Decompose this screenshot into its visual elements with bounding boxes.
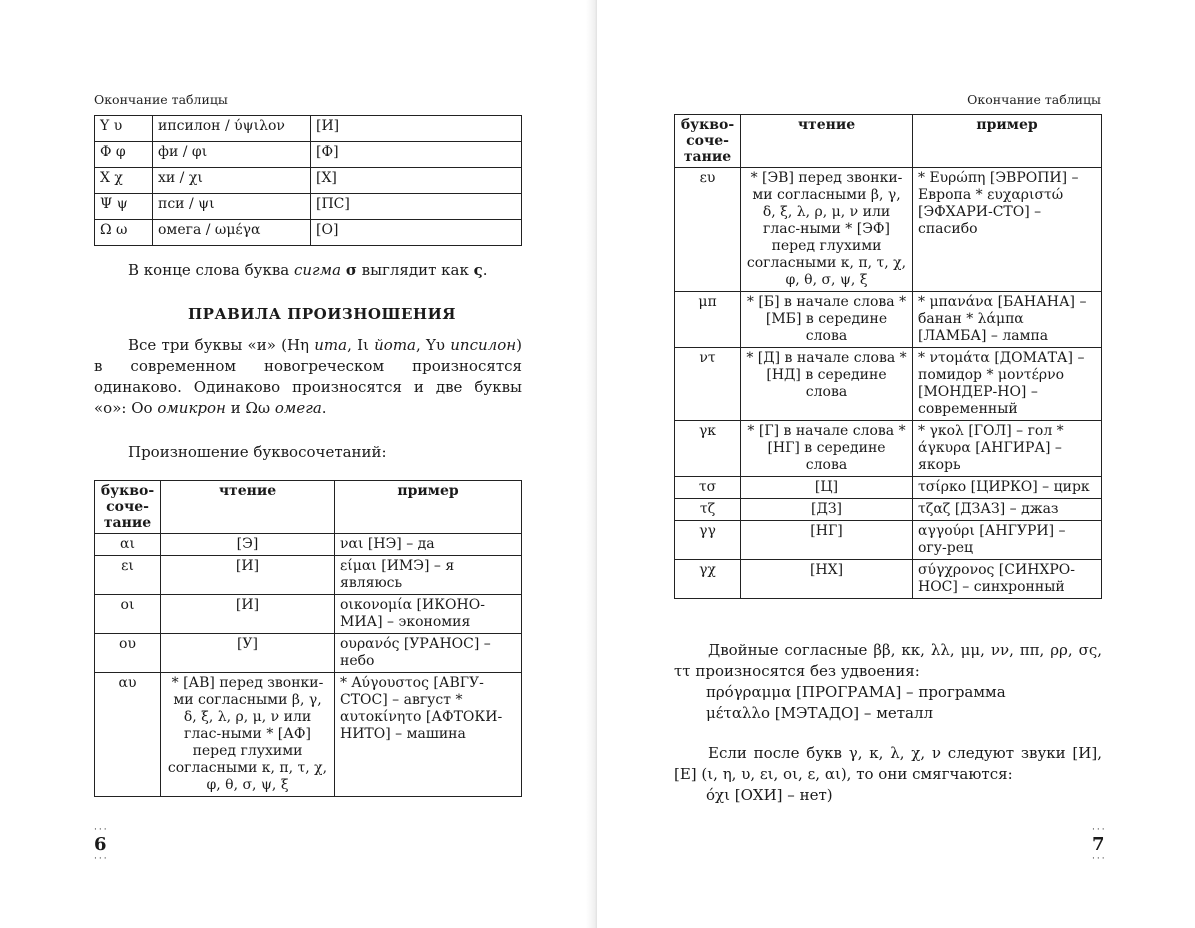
header-example: пример <box>335 481 522 534</box>
rules-paragraph: Все три буквы «и» (Ηη ита, Ιι йота, Υυ ипсилон) в современном новогреческом произносятся одинаково. Одинаково произносятся и две буквы «о»: Οο омикрон и Ωω омега. <box>94 336 522 417</box>
example-cell: τζαζ [ДЗАЗ] – джаз <box>913 499 1102 521</box>
comb-cell: τσ <box>675 477 741 499</box>
comb-cell: γχ <box>675 560 741 599</box>
letter-cell: Χ χ <box>95 168 153 194</box>
sigma-paragraph: В конце слова буква сигма σ выглядит как ς. <box>128 261 488 279</box>
header-comb: букво-соче-тание <box>675 115 741 168</box>
table-row <box>675 421 1102 477</box>
sound-cell: [Х] <box>311 168 522 194</box>
table-row <box>95 634 522 673</box>
header-example: пример <box>913 115 1102 168</box>
sound-cell: [И] <box>311 116 522 142</box>
reading-cell: * [АВ] перед звонки-ми согласными β, γ, δ, ξ, λ, ρ, μ, ν или глас-ными * [АФ] перед глухими согласными κ, π, τ, χ, φ, θ, σ, ψ, ξ <box>161 673 335 797</box>
reading-cell: * [Б] в начале слова * [МБ] в середине слова <box>741 292 913 348</box>
table-row <box>675 348 1102 421</box>
name-cell: омега / ωμέγα <box>153 220 311 246</box>
name-cell: пси / ψι <box>153 194 311 220</box>
reading-cell: [И] <box>161 595 335 634</box>
comb-cell: ει <box>95 556 161 595</box>
header-comb: букво-соче-тание <box>95 481 161 534</box>
reading-cell: * [Д] в начале слова * [НД] в середине слова <box>741 348 913 421</box>
double-consonants-paragraph: Двойные согласные ββ, κκ, λλ, μμ, νν, ππ, ρρ, σς, ττ произносятся без удвоения: <box>674 641 1102 680</box>
example-cell: * γκολ [ГОЛ] – гол * άγκυρα [АНГИРА] – якорь <box>913 421 1102 477</box>
letter-cell: Ψ ψ <box>95 194 153 220</box>
section-heading: ПРАВИЛА ПРОИЗНОШЕНИЯ <box>188 305 456 323</box>
left-page <box>0 0 597 928</box>
page-number-right: ··· 7 ··· <box>1092 825 1107 864</box>
table-row <box>675 499 1102 521</box>
table-row <box>95 534 522 556</box>
comb-cell: ευ <box>675 168 741 292</box>
page-number-left: ··· 6 ··· <box>94 825 109 864</box>
example-cell: σύγχρονος [СИНХРО-НОС] – синхронный <box>913 560 1102 599</box>
table-row <box>675 477 1102 499</box>
table-row <box>95 142 522 168</box>
example-cell: είμαι [ИМЭ] – я являюсь <box>335 556 522 595</box>
reading-cell: [Э] <box>161 534 335 556</box>
example-cell: * Αύγουστος [АВГУ-СТОС] – август * αυτοκίνητο [АФТОКИ-НИТО] – машина <box>335 673 522 797</box>
reading-cell: * [Г] в начале слова * [НГ] в середине слова <box>741 421 913 477</box>
table-row <box>675 560 1102 599</box>
example-cell: ουρανός [УРАНОС] – небо <box>335 634 522 673</box>
comb-cell: ντ <box>675 348 741 421</box>
combinations-table-right <box>674 114 1102 599</box>
header-reading: чтение <box>741 115 913 168</box>
running-head-left: Окончание таблицы <box>94 92 228 107</box>
reading-cell: [ДЗ] <box>741 499 913 521</box>
example-cell: * ντομάτα [ДОМАТА] – помидор * μοντέρνο [МОНДЕР-НО] – современный <box>913 348 1102 421</box>
example-cell: αγγούρι [АНГУРИ] – огу-рец <box>913 521 1102 560</box>
table-row <box>675 292 1102 348</box>
comb-cell: οι <box>95 595 161 634</box>
example-cell: ναι [НЭ] – да <box>335 534 522 556</box>
example-line: μέταλλο [МЭТАДО] – металл <box>706 704 934 722</box>
reading-cell: [У] <box>161 634 335 673</box>
reading-cell: [НГ] <box>741 521 913 560</box>
comb-cell: αυ <box>95 673 161 797</box>
table-row <box>95 673 522 797</box>
name-cell: хи / χι <box>153 168 311 194</box>
header-reading: чтение <box>161 481 335 534</box>
comb-cell: γκ <box>675 421 741 477</box>
alphabet-table <box>94 115 522 246</box>
example-cell: * μπανάνα [БАНАНА] – банан * λάμπα [ЛАМБА] – лампа <box>913 292 1102 348</box>
combinations-intro: Произношение буквосочетаний: <box>128 443 387 461</box>
reading-cell: [Ц] <box>741 477 913 499</box>
example-line: πρόγραμμα [ПРОГРАМА] – программа <box>706 683 1006 701</box>
letter-cell: Υ υ <box>95 116 153 142</box>
comb-cell: τζ <box>675 499 741 521</box>
comb-cell: αι <box>95 534 161 556</box>
combinations-table-left <box>94 480 522 797</box>
example-line: όχι [ОХИ] – нет) <box>706 786 833 804</box>
reading-cell: [НХ] <box>741 560 913 599</box>
example-cell: τσίρκο [ЦИРКО] – цирк <box>913 477 1102 499</box>
table-header-row <box>95 481 522 534</box>
table-header-row <box>675 115 1102 168</box>
table-row <box>675 168 1102 292</box>
reading-cell: [И] <box>161 556 335 595</box>
table-row <box>95 595 522 634</box>
sound-cell: [ПС] <box>311 194 522 220</box>
softening-paragraph: Если после букв γ, κ, λ, χ, ν следуют звуки [И], [Е] (ι, η, υ, ει, οι, ε, αι), то они смягчаются: <box>674 744 1102 783</box>
sound-cell: [О] <box>311 220 522 246</box>
sound-cell: [Ф] <box>311 142 522 168</box>
example-cell: * Ευρώπη [ЭВРОПИ] – Европа * ευχαριστώ [ЭФХАРИ-СТО] – спасибо <box>913 168 1102 292</box>
comb-cell: ου <box>95 634 161 673</box>
table-row <box>95 556 522 595</box>
running-head-right: Окончание таблицы <box>967 92 1101 107</box>
table-row <box>95 194 522 220</box>
table-row <box>95 116 522 142</box>
example-cell: οικονομία [ИКОНО-МИА] – экономия <box>335 595 522 634</box>
comb-cell: γγ <box>675 521 741 560</box>
name-cell: ипсилон / ύψιλον <box>153 116 311 142</box>
letter-cell: Ω ω <box>95 220 153 246</box>
reading-cell: * [ЭВ] перед звонки-ми согласными β, γ, δ, ξ, λ, ρ, μ, ν или глас-ными * [ЭФ] перед глухими согласными κ, π, τ, χ, φ, θ, σ, ψ, ξ <box>741 168 913 292</box>
name-cell: фи / φι <box>153 142 311 168</box>
table-row <box>95 220 522 246</box>
comb-cell: μπ <box>675 292 741 348</box>
table-row <box>95 168 522 194</box>
letter-cell: Φ φ <box>95 142 153 168</box>
table-row <box>675 521 1102 560</box>
